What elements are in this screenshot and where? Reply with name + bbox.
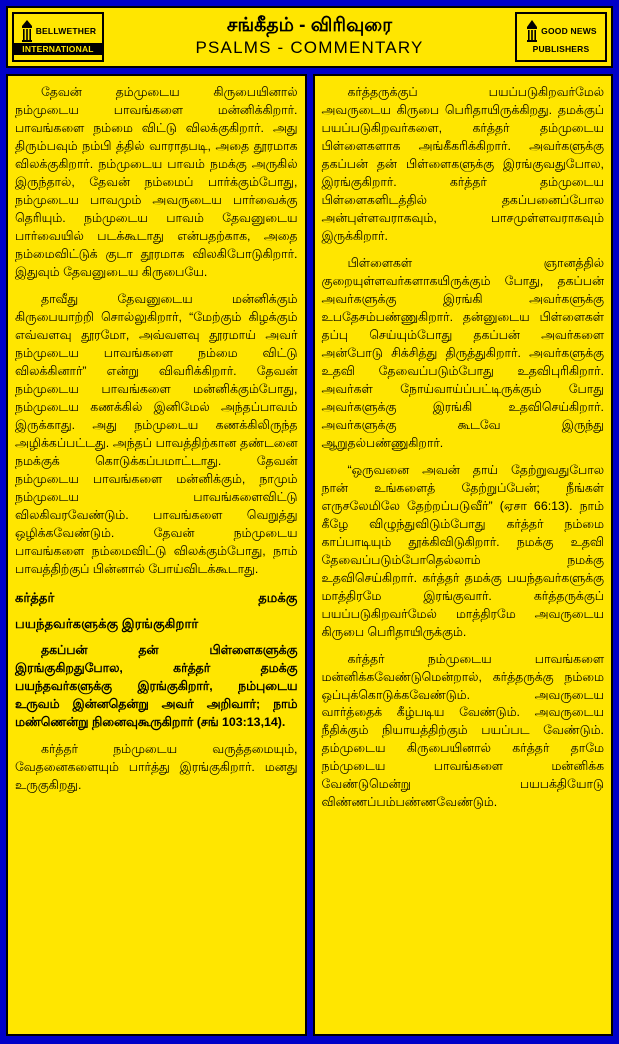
church-steeple-icon	[525, 20, 539, 42]
logo-right-line2: PUBLISHERS	[532, 43, 590, 54]
logo-left-line2: INTERNATIONAL	[14, 43, 102, 55]
right-column	[313, 74, 614, 1036]
section-heading-line1	[15, 588, 298, 607]
logo-right-line1: GOOD NEWS	[541, 25, 597, 36]
publisher-logo-left	[12, 12, 104, 62]
logo-right-row	[517, 20, 605, 42]
paragraph-bold: தகப்பன் தன் பிள்ளைகளுக்கு இரங்குகிறதுபோல, கர்த்தர் தமக்கு பயந்தவர்களுக்கு இரங்குகிறார், நம்புடைய உருவம் இன்னதென்று அவர் அறிவார்; நாம் மண்ணென்று நினைவுகூருகிறார் (சங் 103:13,14).	[15, 642, 298, 729]
paragraph: கர்த்தருக்குப் பயப்படுகிறவர்மேல் அவருடைய கிருபை பெரிதாயிருக்கிறது. தமக்குப் பயப்படுகிறவர்களை, கர்த்தர் தம்முடைய பிள்ளைகளாக அங்கீகரிக்கிறார். அவர்களுக்கு தகப்பன் தன் பிள்ளைகளுக்கு இரங்குவதுபோல, இரங்குகிறார். கர்த்தர் தம்முடைய பிள்ளைகளிடத்தில் தகப்பனைப்போல அன்புள்ளவராகவும், பாசமுள்ளவராகவும் இருக்கிறார்.	[321, 85, 604, 243]
paragraph-quote: “ஒருவனை அவன் தாய் தேற்றுவதுபோல நான் உங்களைத் தேற்றுப்பேன்; நீங்கள் எருசலேமிலே தேற்றப்படுவீர்” (ஏசா 66:13). நாம் கீழே விழுந்துவிடும்போது கர்த்தர் நம்மை காப்பாடியும் தூக்கிவிடுகிறார். நமக்கு உதவி தேவைப்படும்போதெல்லாம் நமக்கு உதவிசெய்கிறார். கர்த்தர் தமக்கு பயந்தவர்களுக்கு மாத்திரமே இரங்குவார். கர்த்தருக்குப் பயப்படுகிறவர்மேல் மாத்திரமே அவருடைய கிருபை பெரிதாயிருக்கும்.	[321, 462, 604, 639]
page-title-tamil: சங்கீதம் - விரிவுரை	[226, 14, 393, 36]
left-column	[6, 74, 307, 1036]
logo-left-row	[14, 20, 102, 42]
page-title-english: PSALMS - COMMENTARY	[195, 38, 424, 58]
section-heading-right: தமக்கு	[258, 589, 298, 605]
paragraph: கர்த்தர் நம்முடைய வருத்தமையும், வேதனைகளையும் பார்த்து இரங்குகிறார். மனது உருகுகிறது.	[15, 741, 298, 792]
paragraph: பிள்ளைகள் ஞானத்தில் குறையுள்ளவர்களாகயிருக்கும் போது, தகப்பன் அவர்களுக்கு இரங்கி அவர்களுக்கு உபதேசம்பண்ணுகிறார். தன்னுடைய பிள்ளைகள் தப்பு செய்யும்போது தகப்பன் அவர்களை அன்போடு சிக்சித்து திருத்துகிறார். அவர்களுக்கு உதவி தேவைப்படும்போது உதவிபுரிகிறார். அவர்கள் நோய்வாய்ப்பட்டிருக்கும் போது அவர்களுக்கு இரங்கி உதவிசெய்கிறார். அவர்களுக்கு கூடவே இருந்து ஆறுதல்பண்ணுகிறார்.	[321, 255, 604, 450]
publisher-logo-right	[515, 12, 607, 62]
paragraph: தேவன் தம்முடைய கிருபையினால் நம்முடைய பாவங்களை மன்னிக்கிறார். பாவங்களை நம்மை விட்டு விலக்குகிறார். அது திரும்பவும் நம்பி த்தில் வாராதபடி, அதை தூரமாக விலக்குகிறார். நம்முடைய பாவம் நமக்கு அருகில் இருந்தால், தேவன் நம்மைப் பார்க்கும்போது, நம்முடைய பாவமும் அவருடைய பார்வைக்கு தெரியும். நம்முடைய பாவம் தேவனுடைய பார்வையில் படக்கூடாது என்பதற்காக, அதை நம்மைவிட்டுக் குடா தூரமாக விலகிபோடுகிறார். இதுவும் தேவனுடைய கிருபையே.	[15, 85, 298, 279]
paragraph: தாவீது தேவனுடைய மன்னிக்கும் கிருபையாற்றி சொல்லுகிறார், “மேற்கும் கிழக்கும் எவ்வளவு தூரமோ, அவ்வளவு தூரமாய் அவர் நம்முடைய பாவங்களை நம்மை விட்டு விலக்கினார்” என்று விவரிக்கிறார். தேவன் நம்முடைய பாவங்களை மன்னிக்கும்போது, நம்முடைய கணக்கில் இனிமேல் அந்தப்பாவம் இருக்காது. அது நம்முடைய கணக்கிலிருந்த அழிக்கப்பட்டது. அந்தப் பாவத்திற்கான தண்டனை நமக்குக் கொடுக்கப்பமாட்டாது. தேவன் நம்முடைய பாவங்களை மன்னிக்கும், நாமும் நம்முடைய பாவங்களைவிட்டு விலகிவரவேண்டும். பாவங்களை வெறுத்து ஒழிக்கவேண்டும். தேவன் நம்முடைய பாவங்களை நம்மைவிட்டு விலக்கும்போது, நாம் பாவத்திற்குப் பின்னால் போய்விடக்கூடாது.	[15, 291, 298, 576]
bell-tower-icon	[20, 20, 34, 42]
page-header	[6, 6, 613, 68]
section-heading-left: கர்த்தர்	[15, 589, 55, 605]
section-heading-line2: பயந்தவர்களுக்கு இரங்குகிறார்	[15, 615, 199, 631]
content-columns	[6, 74, 613, 1036]
logo-left-line1: BELLWETHER	[35, 25, 97, 36]
paragraph: கர்த்தர் நம்முடைய பாவங்களை மன்னிக்கவேண்டுமென்றால், கர்த்தருக்கு நம்மை ஒப்புக்கொடுக்கவேண்டும். அவருடைய வார்த்தைக் கீழ்படிய வேண்டும். அவருடைய நீதிக்கும் நியாயத்திற்கும் பயப்பட வேண்டும். தம்முடைய கிருபையினால் கர்த்தர் தாமே நம்முடைய பாவங்களை மன்னிக்க வேண்டுமென்று பயபக்தியோடு விண்ணப்பம்பண்ணவேண்டும்.	[321, 651, 604, 810]
header-title-block	[108, 8, 511, 66]
